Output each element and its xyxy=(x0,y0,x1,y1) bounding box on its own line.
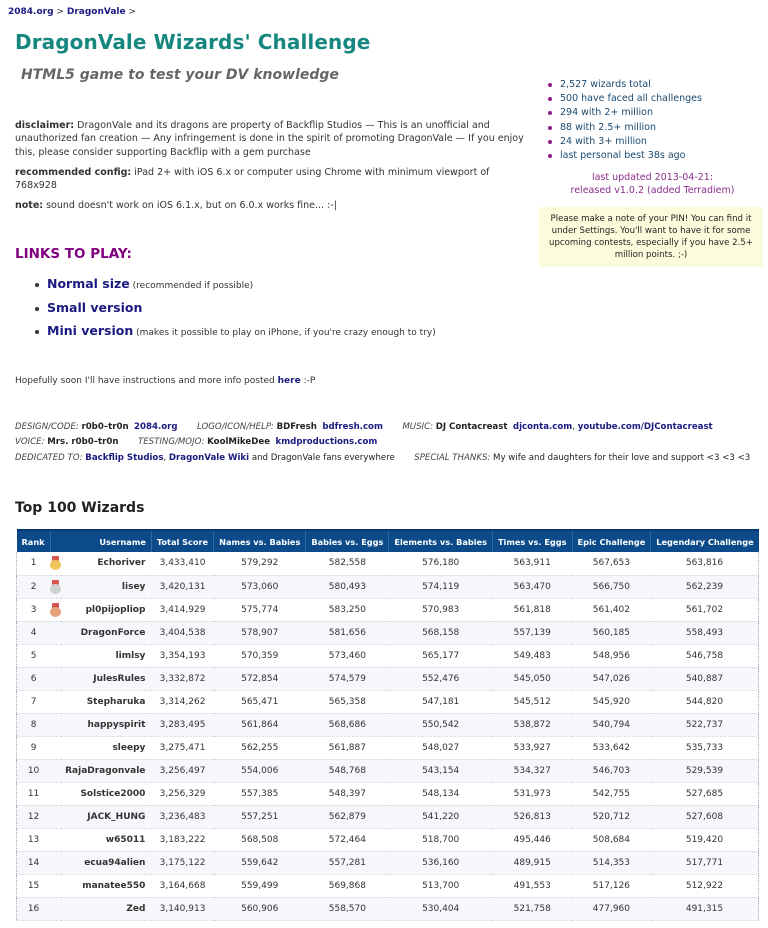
username-cell: JulesRules xyxy=(61,667,151,690)
names-vs-babies-cell: 561,864 xyxy=(214,713,306,736)
rank-cell: 7 xyxy=(17,690,51,713)
table-row xyxy=(17,828,759,851)
leaderboard-table xyxy=(16,529,759,921)
username-cell: Echoriver xyxy=(61,552,151,575)
names-vs-babies-cell: 560,906 xyxy=(214,897,306,920)
babies-vs-eggs-cell: 562,879 xyxy=(306,805,389,828)
music-link-youtube[interactable]: youtube.com/DJContacreast xyxy=(577,422,713,432)
names-vs-babies-cell: 572,854 xyxy=(214,667,306,690)
username-cell: sleepy xyxy=(61,736,151,759)
legendary-challenge-cell: 512,922 xyxy=(651,874,759,897)
logo-label: LOGO/ICON/HELP: xyxy=(196,422,274,432)
instructions-note xyxy=(15,376,315,386)
rank-cell: 10 xyxy=(17,759,51,782)
credits-line-3: DEDICATED TO: Backflip Studios, DragonVale Wiki and DragonVale fans everywhere SPECIAL THANKS: My wife and daughters for their love and support <3 <3 <3 xyxy=(15,453,751,463)
babies-vs-eggs-cell: 565,358 xyxy=(306,690,389,713)
note-label: note: xyxy=(15,200,44,211)
legendary-challenge-cell: 535,733 xyxy=(651,736,759,759)
medal-cell xyxy=(50,713,61,736)
names-vs-babies-cell: 554,006 xyxy=(214,759,306,782)
babies-vs-eggs-cell: 548,397 xyxy=(306,782,389,805)
stat-item: last personal best 38s ago xyxy=(547,149,702,163)
legendary-challenge-cell: 558,493 xyxy=(651,621,759,644)
rank-cell: 14 xyxy=(17,851,51,874)
page-subtitle: HTML5 game to test your DV knowledge xyxy=(21,67,339,83)
legendary-challenge-cell: 491,315 xyxy=(651,897,759,920)
epic-challenge-cell: 540,794 xyxy=(572,713,651,736)
medal-cell xyxy=(50,598,61,621)
elements-vs-babies-cell: 570,983 xyxy=(389,598,493,621)
total-score-cell: 3,275,471 xyxy=(151,736,213,759)
normal-size-link[interactable]: Normal size xyxy=(47,276,130,291)
breadcrumb-separator: > xyxy=(56,7,64,17)
babies-vs-eggs-cell: 572,464 xyxy=(306,828,389,851)
play-links-list xyxy=(33,276,436,347)
names-vs-babies-cell: 575,774 xyxy=(214,598,306,621)
table-row xyxy=(17,621,759,644)
gold-medal-icon xyxy=(50,556,61,570)
names-vs-babies-cell: 559,642 xyxy=(214,851,306,874)
legendary-challenge-cell: 540,887 xyxy=(651,667,759,690)
epic-challenge-cell: 547,026 xyxy=(572,667,651,690)
mini-version-link[interactable]: Mini version xyxy=(47,323,134,338)
epic-challenge-cell: 514,353 xyxy=(572,851,651,874)
medal-cell xyxy=(50,644,61,667)
babies-vs-eggs-cell: 574,579 xyxy=(306,667,389,690)
times-vs-eggs-cell: 531,973 xyxy=(492,782,572,805)
epic-challenge-cell: 567,653 xyxy=(572,552,651,575)
column-header-total-score[interactable]: Total Score xyxy=(151,530,213,552)
times-vs-eggs-cell: 545,512 xyxy=(492,690,572,713)
rank-cell: 9 xyxy=(17,736,51,759)
username-cell: w65011 xyxy=(61,828,151,851)
username-cell: ecua94alien xyxy=(61,851,151,874)
times-vs-eggs-cell: 521,758 xyxy=(492,897,572,920)
play-link-item xyxy=(33,300,436,324)
babies-vs-eggs-cell: 561,887 xyxy=(306,736,389,759)
rank-cell: 15 xyxy=(17,874,51,897)
medal-cell xyxy=(50,667,61,690)
rank-cell: 12 xyxy=(17,805,51,828)
total-score-cell: 3,354,193 xyxy=(151,644,213,667)
pin-note: Please make a note of your PIN! You can find it under Settings. You'll want to have it for some upcoming contests, especially if you have 2.5+ million points. ;-) xyxy=(539,207,763,267)
medal-cell xyxy=(50,851,61,874)
username-cell: Stepharuka xyxy=(61,690,151,713)
config-label: recommended config: xyxy=(15,167,132,178)
disclaimer-label: disclaimer: xyxy=(15,120,75,131)
babies-vs-eggs-cell: 548,768 xyxy=(306,759,389,782)
epic-challenge-cell: 542,755 xyxy=(572,782,651,805)
note-text: sound doesn't work on iOS 6.1.x, but on 6.0.x works fine... :-| xyxy=(46,200,337,211)
play-link-item xyxy=(33,276,436,300)
elements-vs-babies-cell: 548,027 xyxy=(389,736,493,759)
names-vs-babies-cell: 579,292 xyxy=(214,552,306,575)
config-text: iPad 2+ with iOS 6.x or computer using Chrome with minimum viewport of 768x928 xyxy=(15,167,490,192)
medal-cell xyxy=(50,874,61,897)
epic-challenge-cell: 533,642 xyxy=(572,736,651,759)
elements-vs-babies-cell: 530,404 xyxy=(389,897,493,920)
medal-cell xyxy=(50,575,61,598)
page-title: DragonVale Wizards' Challenge xyxy=(15,30,371,54)
legendary-challenge-cell: 562,239 xyxy=(651,575,759,598)
instructions-here-link[interactable]: here xyxy=(277,376,301,386)
breadcrumb-link-2084[interactable]: 2084.org xyxy=(8,7,54,17)
times-vs-eggs-cell: 526,813 xyxy=(492,805,572,828)
rank-cell: 11 xyxy=(17,782,51,805)
epic-challenge-cell: 548,956 xyxy=(572,644,651,667)
table-row xyxy=(17,782,759,805)
last-updated xyxy=(540,172,765,197)
medal-cell xyxy=(50,736,61,759)
play-link-item xyxy=(33,323,436,347)
epic-challenge-cell: 517,126 xyxy=(572,874,651,897)
epic-challenge-cell: 508,684 xyxy=(572,828,651,851)
stat-item: 24 with 3+ million xyxy=(547,135,702,149)
testing-label: TESTING/MOJO: xyxy=(137,437,205,447)
total-score-cell: 3,164,668 xyxy=(151,874,213,897)
total-score-cell: 3,236,483 xyxy=(151,805,213,828)
release-note: released v1.0.2 (added Terradiem) xyxy=(570,184,735,196)
babies-vs-eggs-cell: 558,570 xyxy=(306,897,389,920)
elements-vs-babies-cell: 568,158 xyxy=(389,621,493,644)
rank-cell: 4 xyxy=(17,621,51,644)
medal-cell xyxy=(50,897,61,920)
medal-cell xyxy=(50,552,61,575)
epic-challenge-cell: 520,712 xyxy=(572,805,651,828)
epic-challenge-cell: 561,402 xyxy=(572,598,651,621)
names-vs-babies-cell: 559,499 xyxy=(214,874,306,897)
play-link-note: (recommended if possible) xyxy=(132,281,254,291)
babies-vs-eggs-cell: 569,868 xyxy=(306,874,389,897)
epic-challenge-cell: 545,920 xyxy=(572,690,651,713)
names-vs-babies-cell: 578,907 xyxy=(214,621,306,644)
elements-vs-babies-cell: 513,700 xyxy=(389,874,493,897)
legendary-challenge-cell: 527,685 xyxy=(651,782,759,805)
names-vs-babies-cell: 570,359 xyxy=(214,644,306,667)
column-header-times-vs-eggs[interactable]: Times vs. Eggs xyxy=(492,530,572,552)
elements-vs-babies-cell: 550,542 xyxy=(389,713,493,736)
names-vs-babies-cell: 568,508 xyxy=(214,828,306,851)
rank-cell: 5 xyxy=(17,644,51,667)
disclaimer xyxy=(15,119,525,159)
medal-cell xyxy=(50,690,61,713)
names-vs-babies-cell: 573,060 xyxy=(214,575,306,598)
total-score-cell: 3,256,497 xyxy=(151,759,213,782)
medal-cell xyxy=(50,621,61,644)
table-row xyxy=(17,552,759,575)
dragonvale-wiki-link[interactable]: DragonVale Wiki xyxy=(168,453,250,463)
total-score-cell: 3,183,222 xyxy=(151,828,213,851)
names-vs-babies-cell: 562,255 xyxy=(214,736,306,759)
design-link[interactable]: 2084.org xyxy=(134,422,178,432)
table-row xyxy=(17,897,759,920)
testing-link[interactable]: kmdproductions.com xyxy=(275,437,378,447)
legendary-challenge-cell: 517,771 xyxy=(651,851,759,874)
play-link-note: (makes it possible to play on iPhone, if you're crazy enough to try) xyxy=(136,328,436,338)
epic-challenge-cell: 560,185 xyxy=(572,621,651,644)
elements-vs-babies-cell: 536,160 xyxy=(389,851,493,874)
elements-vs-babies-cell: 552,476 xyxy=(389,667,493,690)
leaderboard-header-row xyxy=(17,530,759,552)
legendary-challenge-cell: 529,539 xyxy=(651,759,759,782)
total-score-cell: 3,420,131 xyxy=(151,575,213,598)
last-updated-date: last updated 2013-04-21: xyxy=(591,172,714,183)
names-vs-babies-cell: 565,471 xyxy=(214,690,306,713)
times-vs-eggs-cell: 491,553 xyxy=(492,874,572,897)
stat-item: 88 with 2.5+ million xyxy=(547,121,702,135)
testing-name: KoolMikeDee xyxy=(207,437,271,447)
total-score-cell: 3,433,410 xyxy=(151,552,213,575)
babies-vs-eggs-cell: 581,656 xyxy=(306,621,389,644)
thanks-label: SPECIAL THANKS: xyxy=(414,453,491,463)
babies-vs-eggs-cell: 582,558 xyxy=(306,552,389,575)
total-score-cell: 3,175,122 xyxy=(151,851,213,874)
babies-vs-eggs-cell: 557,281 xyxy=(306,851,389,874)
leaderboard-body xyxy=(17,552,759,920)
times-vs-eggs-cell: 563,470 xyxy=(492,575,572,598)
elements-vs-babies-cell: 574,119 xyxy=(389,575,493,598)
babies-vs-eggs-cell: 573,460 xyxy=(306,644,389,667)
stat-item: 2,527 wizards total xyxy=(547,78,702,92)
table-row xyxy=(17,713,759,736)
username-cell: JACK_HUNG xyxy=(61,805,151,828)
stat-item: 500 have faced all challenges xyxy=(547,92,702,106)
epic-challenge-cell: 546,703 xyxy=(572,759,651,782)
username-cell: manatee550 xyxy=(61,874,151,897)
elements-vs-babies-cell: 543,154 xyxy=(389,759,493,782)
design-label: DESIGN/CODE: xyxy=(15,422,79,432)
username-cell: happyspirit xyxy=(61,713,151,736)
instructions-text: Hopefully soon I'll have instructions and more info posted xyxy=(15,376,275,386)
times-vs-eggs-cell: 563,911 xyxy=(492,552,572,575)
elements-vs-babies-cell: 565,177 xyxy=(389,644,493,667)
bronze-medal-icon xyxy=(50,603,61,617)
total-score-cell: 3,332,872 xyxy=(151,667,213,690)
stat-item: 294 with 2+ million xyxy=(547,106,702,120)
legendary-challenge-cell: 546,758 xyxy=(651,644,759,667)
legendary-challenge-cell: 522,737 xyxy=(651,713,759,736)
column-header-babies-vs-eggs[interactable]: Babies vs. Eggs xyxy=(306,530,389,552)
times-vs-eggs-cell: 533,927 xyxy=(492,736,572,759)
rank-cell: 1 xyxy=(17,552,51,575)
username-cell: limlsy xyxy=(61,644,151,667)
design-name: r0b0–tr0n xyxy=(81,422,129,432)
times-vs-eggs-cell: 534,327 xyxy=(492,759,572,782)
total-score-cell: 3,404,538 xyxy=(151,621,213,644)
total-score-cell: 3,414,929 xyxy=(151,598,213,621)
table-row xyxy=(17,667,759,690)
rank-cell: 6 xyxy=(17,667,51,690)
username-cell: RajaDragonvale xyxy=(61,759,151,782)
breadcrumb-link-dragonvale[interactable]: DragonVale xyxy=(66,7,126,17)
column-header-names-vs-babies[interactable]: Names vs. Babies xyxy=(214,530,306,552)
voice-label: VOICE: xyxy=(15,437,45,447)
username-cell: DragonForce xyxy=(61,621,151,644)
logo-link[interactable]: bdfresh.com xyxy=(322,422,383,432)
links-to-play-heading: LINKS TO PLAY: xyxy=(15,246,132,262)
leaderboard-title: Top 100 Wizards xyxy=(15,500,145,516)
table-row xyxy=(17,874,759,897)
rank-cell: 3 xyxy=(17,598,51,621)
elements-vs-babies-cell: 548,134 xyxy=(389,782,493,805)
table-row xyxy=(17,690,759,713)
babies-vs-eggs-cell: 583,250 xyxy=(306,598,389,621)
music-link-djconta[interactable]: djconta.com xyxy=(512,422,573,432)
username-cell: Zed xyxy=(61,897,151,920)
table-row xyxy=(17,759,759,782)
medal-cell xyxy=(50,782,61,805)
legendary-challenge-cell: 519,420 xyxy=(651,828,759,851)
column-header-username[interactable]: Username xyxy=(50,530,151,552)
elements-vs-babies-cell: 518,700 xyxy=(389,828,493,851)
table-row xyxy=(17,575,759,598)
silver-medal-icon xyxy=(50,580,61,594)
table-row xyxy=(17,598,759,621)
times-vs-eggs-cell: 538,872 xyxy=(492,713,572,736)
times-vs-eggs-cell: 495,446 xyxy=(492,828,572,851)
small-version-link[interactable]: Small version xyxy=(47,299,143,315)
rank-cell: 13 xyxy=(17,828,51,851)
legendary-challenge-cell: 563,816 xyxy=(651,552,759,575)
username-cell: Solstice2000 xyxy=(61,782,151,805)
music-name: DJ Contacreast xyxy=(435,422,508,432)
rank-cell: 2 xyxy=(17,575,51,598)
legendary-challenge-cell: 527,608 xyxy=(651,805,759,828)
logo-name: BDFresh xyxy=(276,422,317,432)
instructions-suffix: :-P xyxy=(303,376,316,386)
epic-challenge-cell: 566,750 xyxy=(572,575,651,598)
breadcrumb xyxy=(8,7,136,17)
username-cell: pl0pijopliop xyxy=(61,598,151,621)
disclaimer-text: DragonVale and its dragons are property of Backflip Studios — This is an unofficial and unauthorized fan creation — Any infringement is done in the spirit of promoting DragonVale — If you enjoy this, please consider supporting Backflip with a gem purchase xyxy=(15,120,524,158)
rank-cell: 8 xyxy=(17,713,51,736)
music-label: MUSIC: xyxy=(402,422,433,432)
elements-vs-babies-cell: 576,180 xyxy=(389,552,493,575)
rank-cell: 16 xyxy=(17,897,51,920)
times-vs-eggs-cell: 557,139 xyxy=(492,621,572,644)
babies-vs-eggs-cell: 568,686 xyxy=(306,713,389,736)
medal-cell xyxy=(50,828,61,851)
total-score-cell: 3,314,262 xyxy=(151,690,213,713)
column-header-epic-challenge[interactable]: Epic Challenge xyxy=(572,530,651,552)
times-vs-eggs-cell: 561,818 xyxy=(492,598,572,621)
sound-note xyxy=(15,199,525,212)
babies-vs-eggs-cell: 580,493 xyxy=(306,575,389,598)
medal-cell xyxy=(50,805,61,828)
table-row xyxy=(17,736,759,759)
dedicated-text: and DragonVale fans everywhere xyxy=(251,453,395,463)
column-header-rank[interactable]: Rank xyxy=(17,530,51,552)
medal-cell xyxy=(50,759,61,782)
legendary-challenge-cell: 561,702 xyxy=(651,598,759,621)
credits-line-2 xyxy=(15,437,377,447)
breadcrumb-separator: > xyxy=(128,7,137,17)
thanks-text: My wife and daughters for their love and support <3 <3 <3 xyxy=(493,453,751,463)
times-vs-eggs-cell: 545,050 xyxy=(492,667,572,690)
epic-challenge-cell: 477,960 xyxy=(572,897,651,920)
total-score-cell: 3,256,329 xyxy=(151,782,213,805)
stats-list xyxy=(547,78,702,163)
credits-line-1: DESIGN/CODE: r0b0–tr0n 2084.org LOGO/ICON/HELP: BDFresh bdfresh.com MUSIC: DJ Contacreast djconta.com, youtube.com/DJContacreast xyxy=(15,422,713,432)
table-row xyxy=(17,644,759,667)
elements-vs-babies-cell: 547,181 xyxy=(389,690,493,713)
username-cell: lisey xyxy=(61,575,151,598)
names-vs-babies-cell: 557,385 xyxy=(214,782,306,805)
legendary-challenge-cell: 544,820 xyxy=(651,690,759,713)
column-header-legendary-challenge[interactable]: Legendary Challenge xyxy=(656,536,754,547)
total-score-cell: 3,283,495 xyxy=(151,713,213,736)
names-vs-babies-cell: 557,251 xyxy=(214,805,306,828)
table-row xyxy=(17,851,759,874)
dedicated-label: DEDICATED TO: xyxy=(15,453,83,463)
column-header-elements-vs-babies[interactable]: Elements vs. Babies xyxy=(389,530,493,552)
times-vs-eggs-cell: 549,483 xyxy=(492,644,572,667)
table-row xyxy=(17,805,759,828)
times-vs-eggs-cell: 489,915 xyxy=(492,851,572,874)
backflip-link[interactable]: Backflip Studios xyxy=(85,453,164,463)
elements-vs-babies-cell: 541,220 xyxy=(389,805,493,828)
recommended-config xyxy=(15,166,525,193)
total-score-cell: 3,140,913 xyxy=(151,897,213,920)
voice-name: Mrs. r0b0–tr0n xyxy=(47,437,119,447)
